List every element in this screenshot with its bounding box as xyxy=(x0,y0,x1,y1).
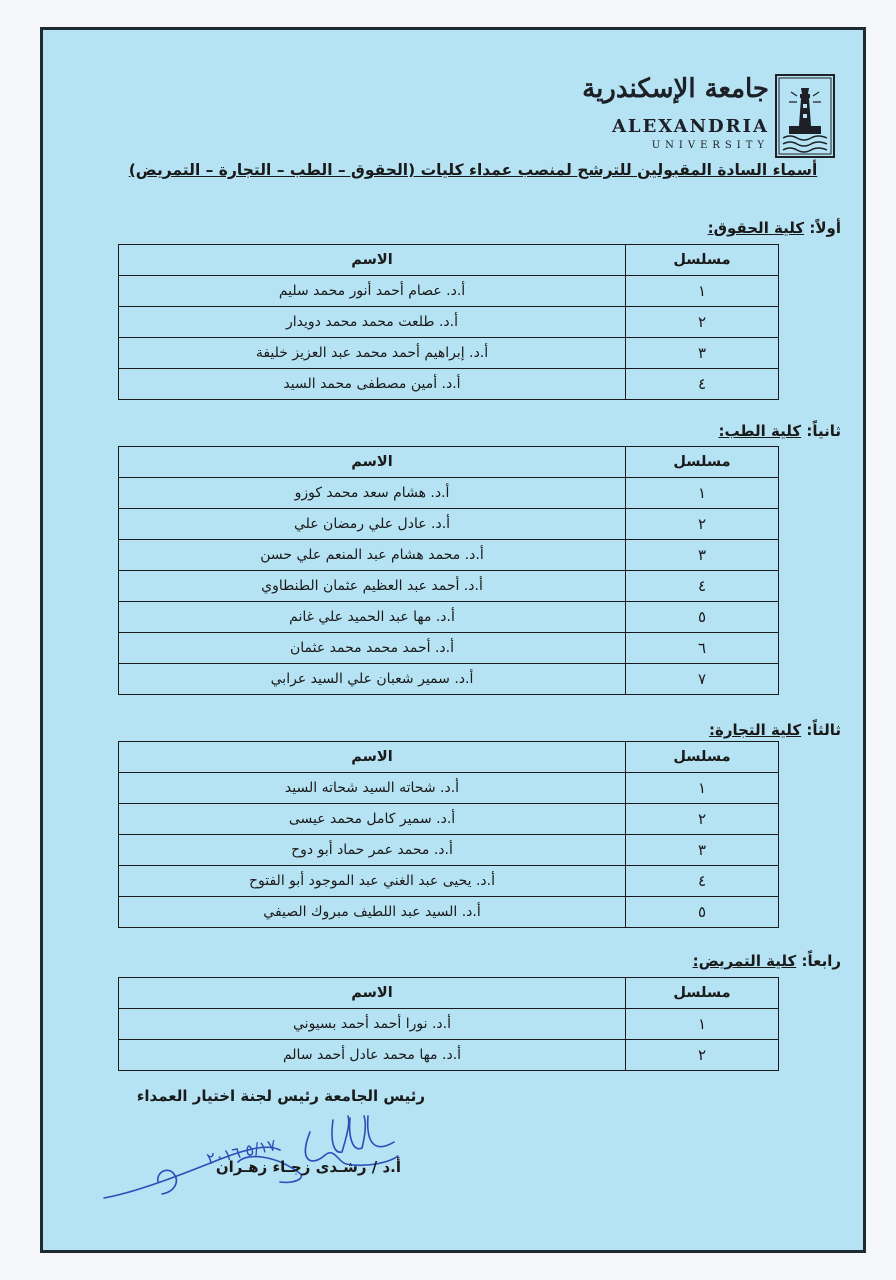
section-faculty: كلية الحقوق: xyxy=(707,219,805,237)
university-name-english: ALEXANDRIA xyxy=(611,116,769,137)
section-title-nursing xyxy=(693,952,841,970)
university-logo xyxy=(582,70,835,162)
name-cell: أ.د. يحيى عبد الغني عبد الموجود أبو الفتوح xyxy=(119,866,626,897)
table-row xyxy=(119,633,779,664)
name-cell: أ.د. محمد هشام عبد المنعم علي حسن xyxy=(119,540,626,571)
name-cell: أ.د. عصام أحمد أنور محمد سليم xyxy=(119,276,626,307)
table-row xyxy=(119,509,779,540)
commerce-candidates-table xyxy=(118,741,779,928)
serial-cell: ٢ xyxy=(626,509,779,540)
serial-cell: ٥ xyxy=(626,602,779,633)
serial-column-header: مسلسل xyxy=(626,447,779,478)
name-cell: أ.د. أحمد عبد العظيم عثمان الطنطاوي xyxy=(119,571,626,602)
section-ordinal: ثانياً: xyxy=(806,422,841,440)
table-row xyxy=(119,804,779,835)
serial-cell: ٦ xyxy=(626,633,779,664)
table-row xyxy=(119,478,779,509)
table-row xyxy=(119,1040,779,1071)
table-row xyxy=(119,866,779,897)
name-cell: أ.د. مها عبد الحميد علي غانم xyxy=(119,602,626,633)
name-cell: أ.د. شحاته السيد شحاته السيد xyxy=(119,773,626,804)
serial-cell: ١ xyxy=(626,1009,779,1040)
name-cell: أ.د. هشام سعد محمد كوزو xyxy=(119,478,626,509)
serial-cell: ٣ xyxy=(626,540,779,571)
name-cell: أ.د. سمير شعبان علي السيد عرابي xyxy=(119,664,626,695)
section-faculty: كلية الطب: xyxy=(718,422,802,440)
name-cell: أ.د. أحمد محمد محمد عثمان xyxy=(119,633,626,664)
table-row xyxy=(119,338,779,369)
lighthouse-emblem-icon xyxy=(775,74,835,158)
table-row xyxy=(119,602,779,633)
name-cell: أ.د. نورا أحمد أحمد بسيوني xyxy=(119,1009,626,1040)
table-row xyxy=(119,369,779,400)
medicine-candidates-table xyxy=(118,446,779,695)
table-row xyxy=(119,276,779,307)
serial-cell: ٢ xyxy=(626,1040,779,1071)
serial-cell: ٢ xyxy=(626,804,779,835)
table-row xyxy=(119,835,779,866)
name-cell: أ.د. إبراهيم أحمد محمد عبد العزيز خليفة xyxy=(119,338,626,369)
president-title: رئيس الجامعة رئيس لجنة اختيار العمداء xyxy=(136,1087,425,1105)
table-header-row xyxy=(119,245,779,276)
table-row xyxy=(119,571,779,602)
serial-cell: ٧ xyxy=(626,664,779,695)
document-page xyxy=(40,27,866,1253)
name-cell: أ.د. مها محمد عادل أحمد سالم xyxy=(119,1040,626,1071)
serial-cell: ٥ xyxy=(626,897,779,928)
table-row xyxy=(119,664,779,695)
university-label: UNIVERSITY xyxy=(651,140,769,151)
serial-cell: ١ xyxy=(626,773,779,804)
name-cell: أ.د. محمد عمر حماد أبو دوح xyxy=(119,835,626,866)
section-faculty: كلية التمريض: xyxy=(692,952,797,970)
president-name: أ.د / رشـدى زجـاء زهـران xyxy=(215,1158,401,1176)
law-candidates-table xyxy=(118,244,779,400)
serial-column-header: مسلسل xyxy=(626,742,779,773)
table-header-row xyxy=(119,978,779,1009)
table-row xyxy=(119,540,779,571)
name-column-header: الاسم xyxy=(119,447,626,478)
serial-cell: ٤ xyxy=(626,369,779,400)
serial-cell: ٣ xyxy=(626,835,779,866)
name-cell: أ.د. طلعت محمد محمد دويدار xyxy=(119,307,626,338)
name-column-header: الاسم xyxy=(119,245,626,276)
serial-column-header: مسلسل xyxy=(626,245,779,276)
university-name-arabic: جامعة الإسكندرية xyxy=(582,74,769,104)
section-title-law xyxy=(708,219,841,237)
signature-date-text: ٥/١٧ ٢٠١٦ xyxy=(204,1135,278,1169)
section-ordinal: ثالثاً: xyxy=(806,721,841,739)
section-ordinal: أولاً: xyxy=(809,219,841,237)
table-row xyxy=(119,773,779,804)
table-row xyxy=(119,1009,779,1040)
serial-cell: ٤ xyxy=(626,571,779,602)
section-title-commerce xyxy=(709,721,841,739)
serial-cell: ٣ xyxy=(626,338,779,369)
section-faculty: كلية التجارة: xyxy=(708,721,802,739)
section-ordinal: رابعاً: xyxy=(801,952,841,970)
serial-cell: ٢ xyxy=(626,307,779,338)
name-cell: أ.د. سمير كامل محمد عيسى xyxy=(119,804,626,835)
signature-mark xyxy=(98,1102,448,1202)
name-cell: أ.د. أمين مصطفى محمد السيد xyxy=(119,369,626,400)
serial-column-header: مسلسل xyxy=(626,978,779,1009)
name-column-header: الاسم xyxy=(119,978,626,1009)
table-header-row xyxy=(119,447,779,478)
table-row xyxy=(119,307,779,338)
serial-cell: ٤ xyxy=(626,866,779,897)
serial-cell: ١ xyxy=(626,276,779,307)
document-title: أسماء السادة المقبولين للترشح لمنصب عمداء كليات (الحقوق – الطب – التجارة – التمريض) xyxy=(128,161,818,179)
section-title-medicine xyxy=(719,422,841,440)
name-cell: أ.د. السيد عبد اللطيف مبروك الصيفي xyxy=(119,897,626,928)
name-column-header: الاسم xyxy=(119,742,626,773)
nursing-candidates-table xyxy=(118,977,779,1071)
table-row xyxy=(119,897,779,928)
table-header-row xyxy=(119,742,779,773)
name-cell: أ.د. عادل علي رمضان علي xyxy=(119,509,626,540)
serial-cell: ١ xyxy=(626,478,779,509)
